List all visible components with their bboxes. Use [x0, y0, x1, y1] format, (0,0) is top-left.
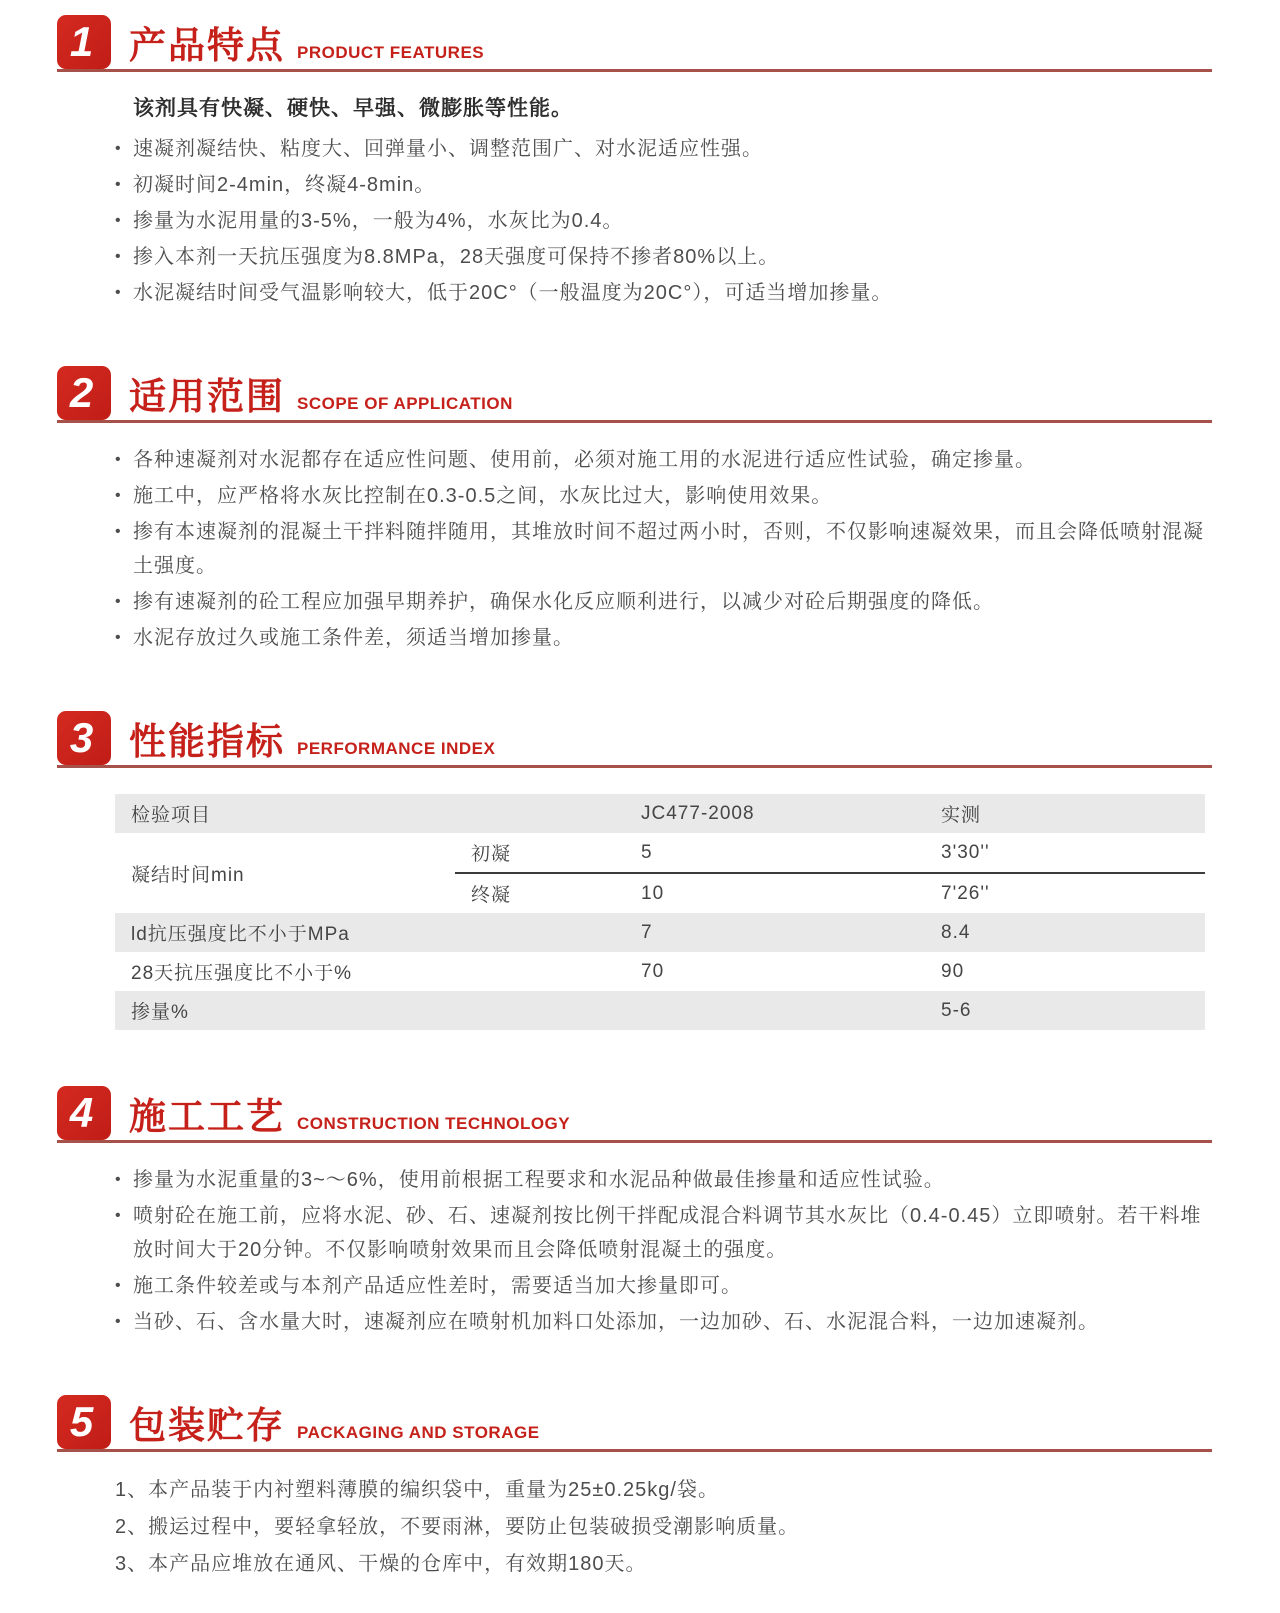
table-cell — [625, 991, 925, 1030]
bullet-item: • 速凝剂凝结快、粘度大、回弹量小、调整范围广、对水泥适应性强。 — [115, 132, 1212, 166]
section-title-zh: 施工工艺 — [129, 1096, 285, 1138]
section-header — [57, 366, 1212, 423]
table-cell: 5 — [625, 833, 925, 873]
section-number-badge: 1 — [57, 15, 111, 69]
section-content — [115, 443, 1212, 655]
table-cell: 70 — [641, 960, 665, 982]
section-titles — [111, 377, 513, 420]
section-construction-technology — [57, 1086, 1212, 1339]
bullet-item: • 水泥存放过久或施工条件差，须适当增加掺量。 — [115, 621, 1212, 655]
bullet-item: • 掺有速凝剂的砼工程应加强早期养护，确保水化反应顺利进行，以减少对砼后期强度的降低。 — [115, 585, 1212, 619]
table-cell: 28天抗压强度比不小于% — [131, 963, 353, 984]
table-header-cell: 实测 — [925, 794, 1205, 833]
section-title-en: PERFORMANCE INDEX — [297, 739, 496, 758]
bullet-item: • 喷射砼在施工前，应将水泥、砂、石、速凝剂按比例干拌配成混合料调节其水灰比（0.4-0.45）立即喷射。若干料堆放时间大于20分钟。不仅影响喷射效果而且会降低喷射混凝土的强度。 — [115, 1199, 1212, 1267]
list-item: 3、本产品应堆放在通风、干燥的仓库中，有效期180天。 — [115, 1553, 647, 1575]
table-header-cell: JC477-2008 — [625, 794, 925, 833]
table-cell-group-label: 凝结时间min — [131, 864, 245, 886]
table-header-row — [115, 794, 1205, 833]
intro-text: 该剂具有快凝、硬快、早强、微膨胀等性能。 — [133, 97, 573, 120]
section-number-badge: 4 — [57, 1086, 111, 1140]
table-cell: 5-6 — [925, 991, 1205, 1030]
bullet-item: • 各种速凝剂对水泥都存在适应性问题、使用前，必须对施工用的水泥进行适应性试验，确定掺量。 — [115, 443, 1212, 477]
section-title-en: CONSTRUCTION TECHNOLOGY — [297, 1114, 571, 1133]
section-title-zh: 产品特点 — [129, 25, 285, 67]
table-cell: 7 — [625, 913, 925, 952]
bullet-list — [115, 132, 1212, 310]
bullet-item: • 掺量为水泥用量的3-5%，一般为4%，水灰比为0.4。 — [115, 204, 1212, 238]
section-title-zh: 适用范围 — [129, 376, 285, 418]
table-cell: 90 — [941, 960, 965, 982]
table-cell: 8.4 — [925, 913, 1205, 952]
section-content — [115, 1472, 1212, 1583]
bullet-item: • 初凝时间2-4min，终凝4-8min。 — [115, 168, 1212, 202]
bullet-item: • 施工中，应严格将水灰比控制在0.3-0.5之间，水灰比过大，影响使用效果。 — [115, 479, 1212, 513]
performance-table — [115, 794, 1205, 1030]
section-packaging-storage — [57, 1395, 1212, 1583]
table-cell: 10 — [641, 882, 665, 904]
section-number-badge: 2 — [57, 366, 111, 420]
table-cell: 终凝 — [471, 885, 512, 906]
section-content — [115, 1163, 1212, 1339]
section-titles — [111, 1406, 540, 1449]
section-number-badge: 3 — [57, 711, 111, 765]
table-cell: 初凝 — [455, 833, 625, 873]
section-title-en: PRODUCT FEATURES — [297, 43, 485, 62]
section-header — [57, 1086, 1212, 1143]
bullet-item: • 水泥凝结时间受气温影响较大，低于20C°（一般温度为20C°），可适当增加掺量。 — [115, 276, 1212, 310]
section-title-zh: 包装贮存 — [129, 1405, 285, 1447]
table-cell: 3'30'' — [925, 833, 1205, 873]
section-titles — [111, 722, 495, 765]
table-cell: 7'26'' — [941, 882, 990, 904]
section-titles — [111, 26, 484, 69]
table-header-cell: 检验项目 — [115, 794, 625, 833]
bullet-item: • 掺量为水泥重量的3~～6%，使用前根据工程要求和水泥品种做最佳掺量和适应性试验。 — [115, 1163, 1212, 1197]
numbered-list — [115, 1472, 1212, 1583]
section-header — [57, 711, 1212, 768]
table-row — [115, 952, 1205, 991]
bullet-item: • 当砂、石、含水量大时，速凝剂应在喷射机加料口处添加，一边加砂、石、水泥混合料，一边加速凝剂。 — [115, 1305, 1212, 1339]
section-content — [115, 92, 1212, 310]
bullet-item: • 掺入本剂一天抗压强度为8.8MPa，28天强度可保持不掺者80%以上。 — [115, 240, 1212, 274]
bullet-item: • 掺有本速凝剂的混凝土干拌料随拌随用，其堆放时间不超过两小时，否则，不仅影响速凝效果，而且会降低喷射混凝土强度。 — [115, 515, 1212, 583]
bullet-list — [115, 443, 1212, 655]
bullet-list — [115, 1163, 1212, 1339]
list-item: 2、搬运过程中，要轻拿轻放，不要雨淋，要防止包装破损受潮影响质量。 — [115, 1516, 800, 1538]
section-title-en: SCOPE OF APPLICATION — [297, 394, 513, 413]
table-row — [115, 833, 1205, 873]
section-scope-of-application — [57, 366, 1212, 655]
section-number-badge: 5 — [57, 1395, 111, 1449]
section-performance-index — [57, 711, 1212, 1030]
section-product-features — [57, 15, 1212, 310]
table-cell: ld抗压强度比不小于MPa — [115, 913, 625, 952]
section-title-en: PACKAGING AND STORAGE — [297, 1423, 540, 1442]
section-header — [57, 15, 1212, 72]
section-header — [57, 1395, 1212, 1452]
bullet-item: • 施工条件较差或与本剂产品适应性差时，需要适当加大掺量即可。 — [115, 1269, 1212, 1303]
table-row — [115, 991, 1205, 1030]
table-cell: 掺量% — [115, 991, 625, 1030]
table-row — [115, 913, 1205, 952]
section-title-zh: 性能指标 — [129, 721, 285, 763]
section-titles — [111, 1097, 570, 1140]
list-item: 1、本产品装于内衬塑料薄膜的编织袋中，重量为25±0.25kg/袋。 — [115, 1479, 719, 1501]
